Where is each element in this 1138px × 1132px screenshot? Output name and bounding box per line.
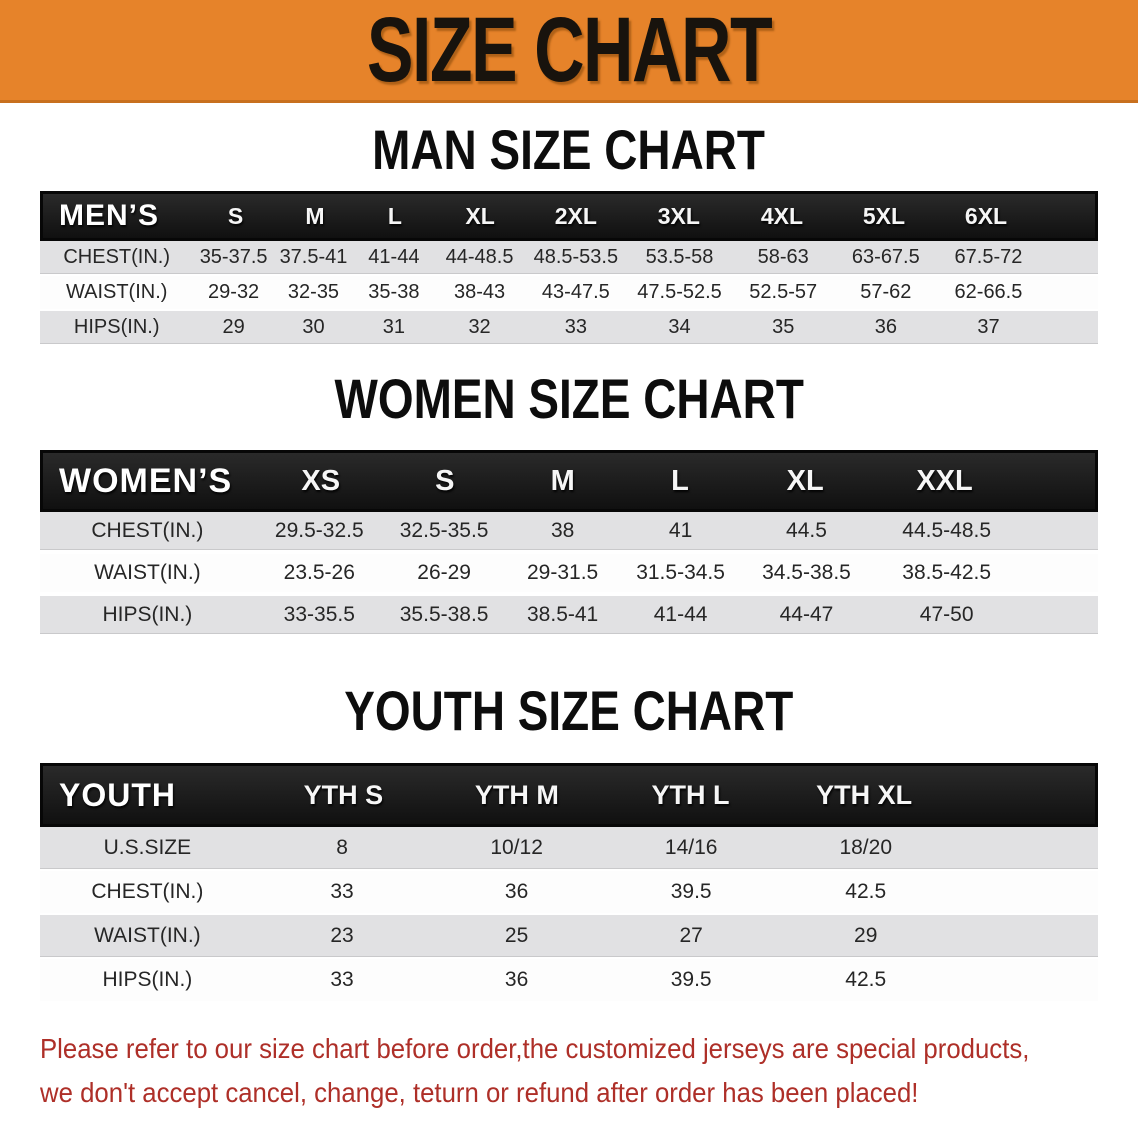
size-column-header: L <box>671 464 689 497</box>
size-value-cell: 8 <box>336 836 348 859</box>
men-size-table <box>40 191 1098 344</box>
page-title: SIZE CHART <box>366 0 772 101</box>
size-column-header: XS <box>301 464 341 497</box>
size-value-cell: 63-67.5 <box>851 246 920 268</box>
size-value-cell: 30 <box>302 316 325 338</box>
size-value-cell: 44-48.5 <box>445 246 514 268</box>
size-value-cell: 58-63 <box>757 246 809 268</box>
size-value-cell: 44.5-48.5 <box>902 519 992 542</box>
size-value-cell: 52.5-57 <box>749 281 818 303</box>
size-column-header: XL <box>465 202 495 229</box>
women-chart-heading-text: WOMEN SIZE CHART <box>334 367 804 430</box>
size-column-header: S <box>227 202 244 229</box>
size-value-cell: 18/20 <box>839 836 893 859</box>
size-column-header: YTH XL <box>816 779 913 810</box>
size-value-cell: 31 <box>382 316 405 338</box>
size-value-cell: 43-47.5 <box>541 281 610 303</box>
size-value-cell: 25 <box>504 924 529 947</box>
youth-size-table <box>40 763 1098 1001</box>
table-row <box>40 959 1098 1001</box>
row-label: WAIST(IN.) <box>94 924 201 947</box>
size-value-cell: 35-37.5 <box>199 246 268 268</box>
size-value-cell: 35 <box>772 316 795 338</box>
youth-corner-label: YOUTH <box>59 776 176 813</box>
size-value-cell: 38.5-41 <box>527 603 599 626</box>
size-column-header: 5XL <box>862 202 906 229</box>
size-value-cell: 26-29 <box>417 561 471 584</box>
row-label: CHEST(IN.) <box>91 519 204 542</box>
size-value-cell: 41 <box>668 519 693 542</box>
row-label: HIPS(IN.) <box>73 316 160 338</box>
size-value-cell: 14/16 <box>664 836 718 859</box>
size-value-cell: 29-31.5 <box>527 561 599 584</box>
women-table-header-row <box>40 450 1098 512</box>
size-value-cell: 39.5 <box>670 880 712 903</box>
size-value-cell: 36 <box>874 316 897 338</box>
size-value-cell: 33 <box>330 968 354 991</box>
size-column-header: 4XL <box>760 202 804 229</box>
size-column-header: 2XL <box>554 202 597 229</box>
table-row <box>40 871 1098 913</box>
row-label: WAIST(IN.) <box>65 281 168 303</box>
disclaimer-line-1: Please refer to our size chart before order,the customized jerseys are special products, <box>40 1033 1030 1064</box>
size-value-cell: 32.5-35.5 <box>399 519 489 542</box>
row-label: HIPS(IN.) <box>102 968 193 991</box>
disclaimer-text <box>40 1027 1118 1115</box>
size-value-cell: 38.5-42.5 <box>902 561 992 584</box>
size-value-cell: 23 <box>330 924 354 947</box>
size-value-cell: 29 <box>222 316 245 338</box>
table-row <box>40 276 1098 309</box>
size-column-header: 6XL <box>964 202 1008 229</box>
size-value-cell: 35-38 <box>368 281 420 303</box>
table-row <box>40 311 1098 344</box>
size-column-header: YTH S <box>303 779 384 810</box>
size-value-cell: 36 <box>504 968 529 991</box>
size-value-cell: 38 <box>550 519 575 542</box>
size-chart-banner <box>0 0 1138 103</box>
size-value-cell: 44.5 <box>786 519 827 542</box>
size-column-header: S <box>435 464 455 497</box>
size-value-cell: 31.5-34.5 <box>636 561 725 584</box>
size-value-cell: 33 <box>330 880 354 903</box>
size-value-cell: 42.5 <box>845 968 887 991</box>
size-value-cell: 33 <box>564 316 587 338</box>
size-column-header: XXL <box>916 464 973 497</box>
women-chart-heading <box>0 367 1138 430</box>
table-row <box>40 241 1098 274</box>
size-column-header: XL <box>786 464 824 497</box>
size-value-cell: 47-50 <box>919 603 974 626</box>
size-value-cell: 67.5-72 <box>954 246 1023 268</box>
size-value-cell: 35.5-38.5 <box>399 603 489 626</box>
table-row <box>40 596 1098 634</box>
size-column-header: 3XL <box>657 202 700 229</box>
row-label: CHEST(IN.) <box>63 246 171 268</box>
size-value-cell: 10/12 <box>490 836 543 859</box>
size-value-cell: 41-44 <box>368 246 420 268</box>
size-value-cell: 23.5-26 <box>283 561 355 584</box>
size-value-cell: 48.5-53.5 <box>533 246 619 268</box>
size-value-cell: 37.5-41 <box>279 246 348 268</box>
youth-table-header-row <box>40 763 1098 827</box>
size-value-cell: 37 <box>977 316 1000 338</box>
table-row <box>40 827 1098 869</box>
size-value-cell: 27 <box>679 924 703 947</box>
size-value-cell: 29.5-32.5 <box>274 519 364 542</box>
size-value-cell: 32 <box>468 316 491 338</box>
size-value-cell: 34.5-38.5 <box>762 561 851 584</box>
men-table-header-row <box>40 191 1098 241</box>
table-row <box>40 554 1098 592</box>
size-value-cell: 47.5-52.5 <box>637 281 722 303</box>
man-chart-heading-text: MAN SIZE CHART <box>372 118 766 181</box>
size-value-cell: 53.5-58 <box>645 246 714 268</box>
size-column-header: L <box>387 202 402 229</box>
size-column-header: M <box>550 464 575 497</box>
size-value-cell: 29 <box>854 924 878 947</box>
size-column-header: M <box>305 202 325 229</box>
size-value-cell: 42.5 <box>845 880 887 903</box>
table-row <box>40 512 1098 550</box>
row-label: U.S.SIZE <box>103 836 192 859</box>
size-value-cell: 29-32 <box>208 281 260 303</box>
row-label: WAIST(IN.) <box>94 561 201 584</box>
men-corner-label: MEN’S <box>59 199 160 232</box>
women-size-table <box>40 450 1098 634</box>
man-chart-heading <box>0 118 1138 181</box>
row-label: CHEST(IN.) <box>91 880 204 903</box>
size-value-cell: 62-66.5 <box>954 281 1023 303</box>
size-value-cell: 34 <box>668 316 691 338</box>
size-value-cell: 41-44 <box>653 603 708 626</box>
size-value-cell: 57-62 <box>860 281 912 303</box>
size-value-cell: 38-43 <box>453 281 506 303</box>
table-row <box>40 915 1098 957</box>
size-value-cell: 33-35.5 <box>283 603 355 626</box>
size-value-cell: 39.5 <box>670 968 712 991</box>
youth-chart-heading-text: YOUTH SIZE CHART <box>344 679 794 742</box>
size-column-header: YTH L <box>651 779 730 810</box>
size-value-cell: 36 <box>504 880 529 903</box>
size-column-header: YTH M <box>474 779 559 810</box>
women-corner-label: WOMEN’S <box>59 461 233 500</box>
youth-chart-heading <box>0 679 1138 742</box>
size-value-cell: 44-47 <box>779 603 834 626</box>
disclaimer-line-2: we don't accept cancel, change, teturn or refund after order has been placed! <box>40 1077 919 1108</box>
size-value-cell: 32-35 <box>287 281 340 303</box>
row-label: HIPS(IN.) <box>102 603 193 626</box>
